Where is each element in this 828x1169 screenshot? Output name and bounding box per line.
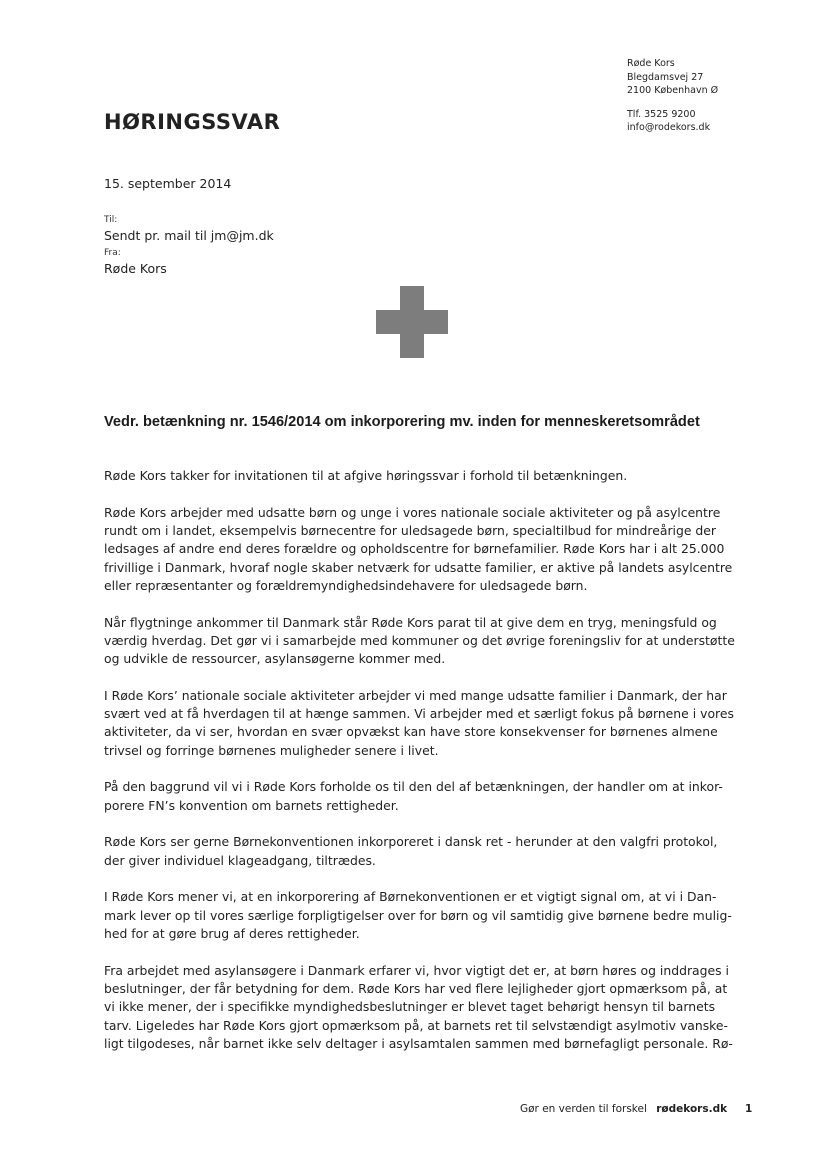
body-line: eller repræsentanter og forældremyndighedsindehavere for uledsagede børn.	[104, 577, 588, 593]
body-paragraph	[104, 962, 733, 1053]
to-label: Til:	[104, 215, 118, 225]
sender-street: Blegdamsvej 27	[627, 71, 704, 83]
body-paragraph	[104, 687, 734, 760]
body-line: porere FN’s konvention om barnets rettigheder.	[104, 797, 399, 813]
recipient-block	[104, 214, 274, 280]
document-title: HØRINGSSVAR	[104, 110, 281, 134]
body-line: Når flygtninge ankommer til Danmark står Røde Kors parat til at give dem en tryg, meningsfuld og	[104, 614, 717, 630]
body-line: ledsages af andre end deres forældre og opholdscentre for børnefamilier. Røde Kors har i alt 25.000	[104, 541, 725, 557]
body-line: Røde Kors takker for invitationen til at afgive høringssvar i forhold til betænkningen.	[104, 468, 628, 483]
sender-phone: Tlf. 3525 9200	[627, 108, 696, 120]
body-paragraph	[104, 778, 729, 815]
sender-address	[627, 57, 817, 135]
body-line: På den baggrund vil vi i Røde Kors forholde os til den del af betænkningen, der handler om at inkor-	[104, 779, 723, 795]
body-paragraph	[104, 504, 733, 595]
body-line: aktiviteter, da vi ser, hvordan en svær opvækst kan have store konsekvenser for børnenes almene	[104, 724, 718, 740]
body-paragraph	[104, 888, 732, 943]
body-line: rundt om i landet, eksempelvis børnecentre for uledsagede børn, specialtilbud for mindreårige der	[104, 522, 716, 538]
body-line: og udvikle de ressourcer, asylansøgerne kommer med.	[104, 651, 446, 667]
body-line: vi ikke mener, der i specifikke myndighedsbeslutninger er blevet taget behørigt hensyn til barnets	[104, 999, 716, 1015]
subject-heading: Vedr. betænkning nr. 1546/2014 om inkorporering mv. inden for menneskeretsområdet	[104, 414, 700, 430]
letter-body	[104, 467, 735, 1072]
sender-email: info@rodekors.dk	[627, 122, 711, 133]
body-line: ligt tilgodeses, når barnet ikke selv deltager i asylsamtalen sammen med børnefagligt personale. Rø-	[104, 1035, 733, 1051]
body-line: Røde Kors arbejder med udsatte børn og unge i vores nationale sociale aktiviteter og på asylcentre	[104, 504, 721, 520]
body-line: svært ved at få hverdagen til at hænge sammen. Vi arbejder med et særligt fokus på børnene i vores	[104, 706, 734, 722]
body-line: mark lever op til vores særlige forpligtigelser over for børn og vil samtidig give børnene bedre mulig-	[104, 907, 732, 923]
body-paragraph	[104, 833, 729, 870]
body-line: Fra arbejdet med asylansøgere i Danmark erfarer vi, hvor vigtigt det er, at børn høres og inddrages i	[104, 962, 729, 978]
from-label: Fra:	[104, 248, 121, 258]
body-line: værdig hverdag. Det gør vi i samarbejde med kommuner og det øvrige foreningsliv for at understøtte	[104, 632, 735, 648]
body-line: trivsel og forringe børnenes muligheder senere i livet.	[104, 742, 439, 758]
body-line: tarv. Ligeledes har Røde Kors gjort opmærksom på, at barnets ret til selvstændigt asylmotiv vanske-	[104, 1017, 729, 1033]
body-line: frivillige i Danmark, hvoraf nogle skaber netværk for udsatte familier, er aktive på landets asylcentre	[104, 559, 733, 575]
footer	[520, 1103, 727, 1115]
body-line: Røde Kors ser gerne Børnekonventionen inkorporeret i dansk ret - herunder at den valgfri protokol,	[104, 834, 718, 850]
footer-brand: rødekors.dk	[656, 1103, 728, 1115]
to-value: Sendt pr. mail til jm@jm.dk	[104, 228, 274, 243]
body-line: der giver individuel klageadgang, tiltrædes.	[104, 852, 376, 868]
body-line: I Røde Kors’ nationale sociale aktiviteter arbejder vi med mange udsatte familier i Danmark, der har	[104, 687, 727, 703]
body-line: hed for at gøre brug af deres rettigheder.	[104, 925, 360, 941]
body-paragraph	[104, 614, 735, 669]
from-value: Røde Kors	[104, 261, 167, 276]
footer-tagline: Gør en verden til forskel	[520, 1103, 647, 1115]
sender-city: 2100 København Ø	[627, 85, 719, 96]
body-line: I Røde Kors mener vi, at en inkorporering af Børnekonventionen er et vigtigt signal om, at vi i Dan-	[104, 889, 717, 905]
body-line: beslutninger, der får betydning for dem. Røde Kors har ved flere lejligheder gjort opmærksom på, at	[104, 980, 728, 996]
body-paragraph	[104, 467, 729, 485]
document-date: 15. september 2014	[104, 176, 232, 191]
page-number: 1	[745, 1103, 753, 1115]
red-cross-icon	[376, 286, 448, 358]
sender-org: Røde Kors	[627, 58, 675, 69]
